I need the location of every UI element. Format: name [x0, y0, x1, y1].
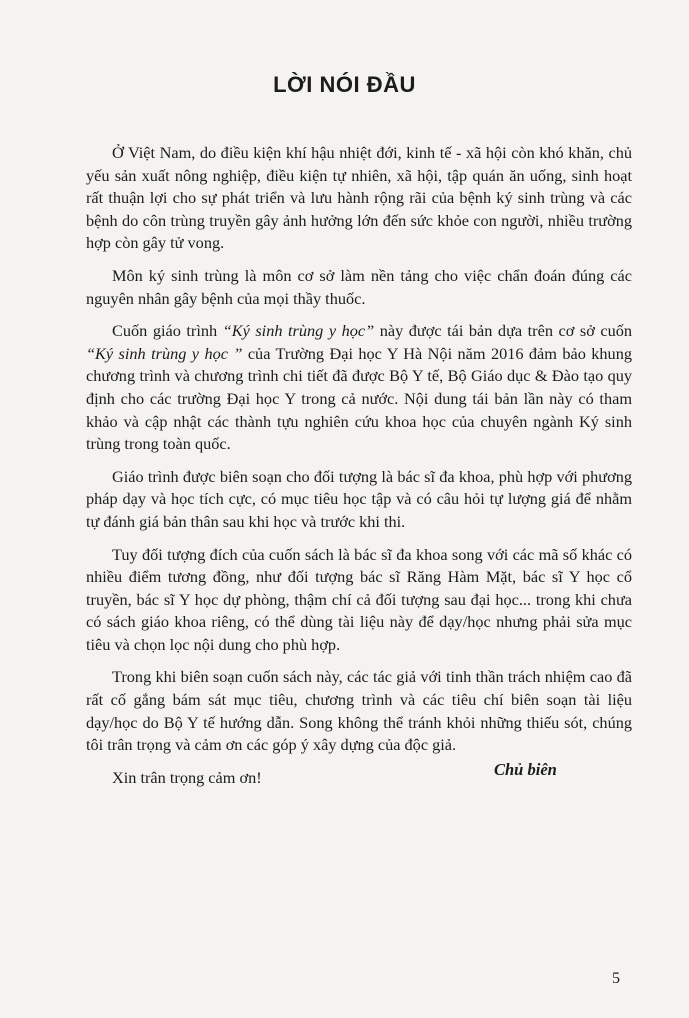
paragraph-3-part-3: của Trường Đại học Y Hà Nội năm 2016 đảm bảo khung chương trình và chương trình chi tiết đã được Bộ Y tế, Bộ Giáo dục & Đào tạo quy định cho các trường Đại học Y trong cả nước. Nội dung tái bản lần này có tham khảo và cập nhật các thành tựu nghiên cứu khoa học của chuyên ngành Ký sinh trùng trong toàn quốc.	[86, 343, 632, 454]
paragraph-3	[86, 320, 632, 456]
paragraph-1: Ở Việt Nam, do điều kiện khí hậu nhiệt đới, kinh tế - xã hội còn khó khăn, chủ yếu sản xuất nông nghiệp, điều kiện tự nhiên, xã hội, tập quán ăn uống, sinh hoạt rất thuận lợi cho sự phát triển và lưu hành rộng rãi của bệnh ký sinh trùng và các bệnh do côn trùng truyền gây ảnh hưởng lớn đến sức khỏe con người, nhiều trường hợp còn gây tử vong.	[86, 143, 632, 253]
page-number: 5	[612, 970, 620, 987]
book-title-italic-2: “Ký sinh trùng y học ”	[86, 343, 243, 363]
thanks-line: Xin trân trọng cảm ơn!	[112, 767, 262, 787]
preface-body	[86, 142, 632, 789]
signature: Chủ biên	[494, 760, 557, 779]
paragraph-6: Trong khi biên soạn cuốn sách này, các tác giả với tinh thần trách nhiệm cao đã rất cố gắng bám sát mục tiêu, chương trình và các tiêu chí biên soạn tài liệu dạy/học do Bộ Y tế hướng dẫn. Song không thể tránh khỏi những thiếu sót, chúng tôi trân trọng và cảm ơn các góp ý xây dựng của độc giả.	[86, 667, 632, 755]
paragraph-5: Tuy đối tượng đích của cuốn sách là bác sĩ đa khoa song với các mã số khác có nhiều điểm tương đồng, như đối tượng bác sĩ Răng Hàm Mặt, bác sĩ Y học cổ truyền, bác sĩ Y học dự phòng, thậm chí cả đối tượng sau đại học... trong khi chưa có sách giáo khoa riêng, có thể dùng tài liệu này để dạy/học nhưng phải sửa mục tiêu và chọn lọc nội dung cho phù hợp.	[86, 544, 632, 654]
paragraph-4: Giáo trình được biên soạn cho đối tượng là bác sĩ đa khoa, phù hợp với phương pháp dạy và học tích cực, có mục tiêu học tập và có câu hỏi tự lượng giá để nhằm tự đánh giá bản thân sau khi học và trước khi thi.	[86, 466, 632, 531]
paragraph-2: Môn ký sinh trùng là môn cơ sở làm nền tảng cho việc chẩn đoán đúng các nguyên nhân gây bệnh của mọi thầy thuốc.	[86, 265, 632, 308]
book-title-italic-1: “Ký sinh trùng y học”	[222, 321, 375, 341]
paragraph-3-part-1: Cuốn giáo trình	[112, 321, 223, 341]
paragraph-3-part-2: này được tái bản dựa trên cơ sở cuốn	[374, 321, 633, 341]
page-title: LỜI NÓI ĐẦU	[273, 72, 416, 97]
